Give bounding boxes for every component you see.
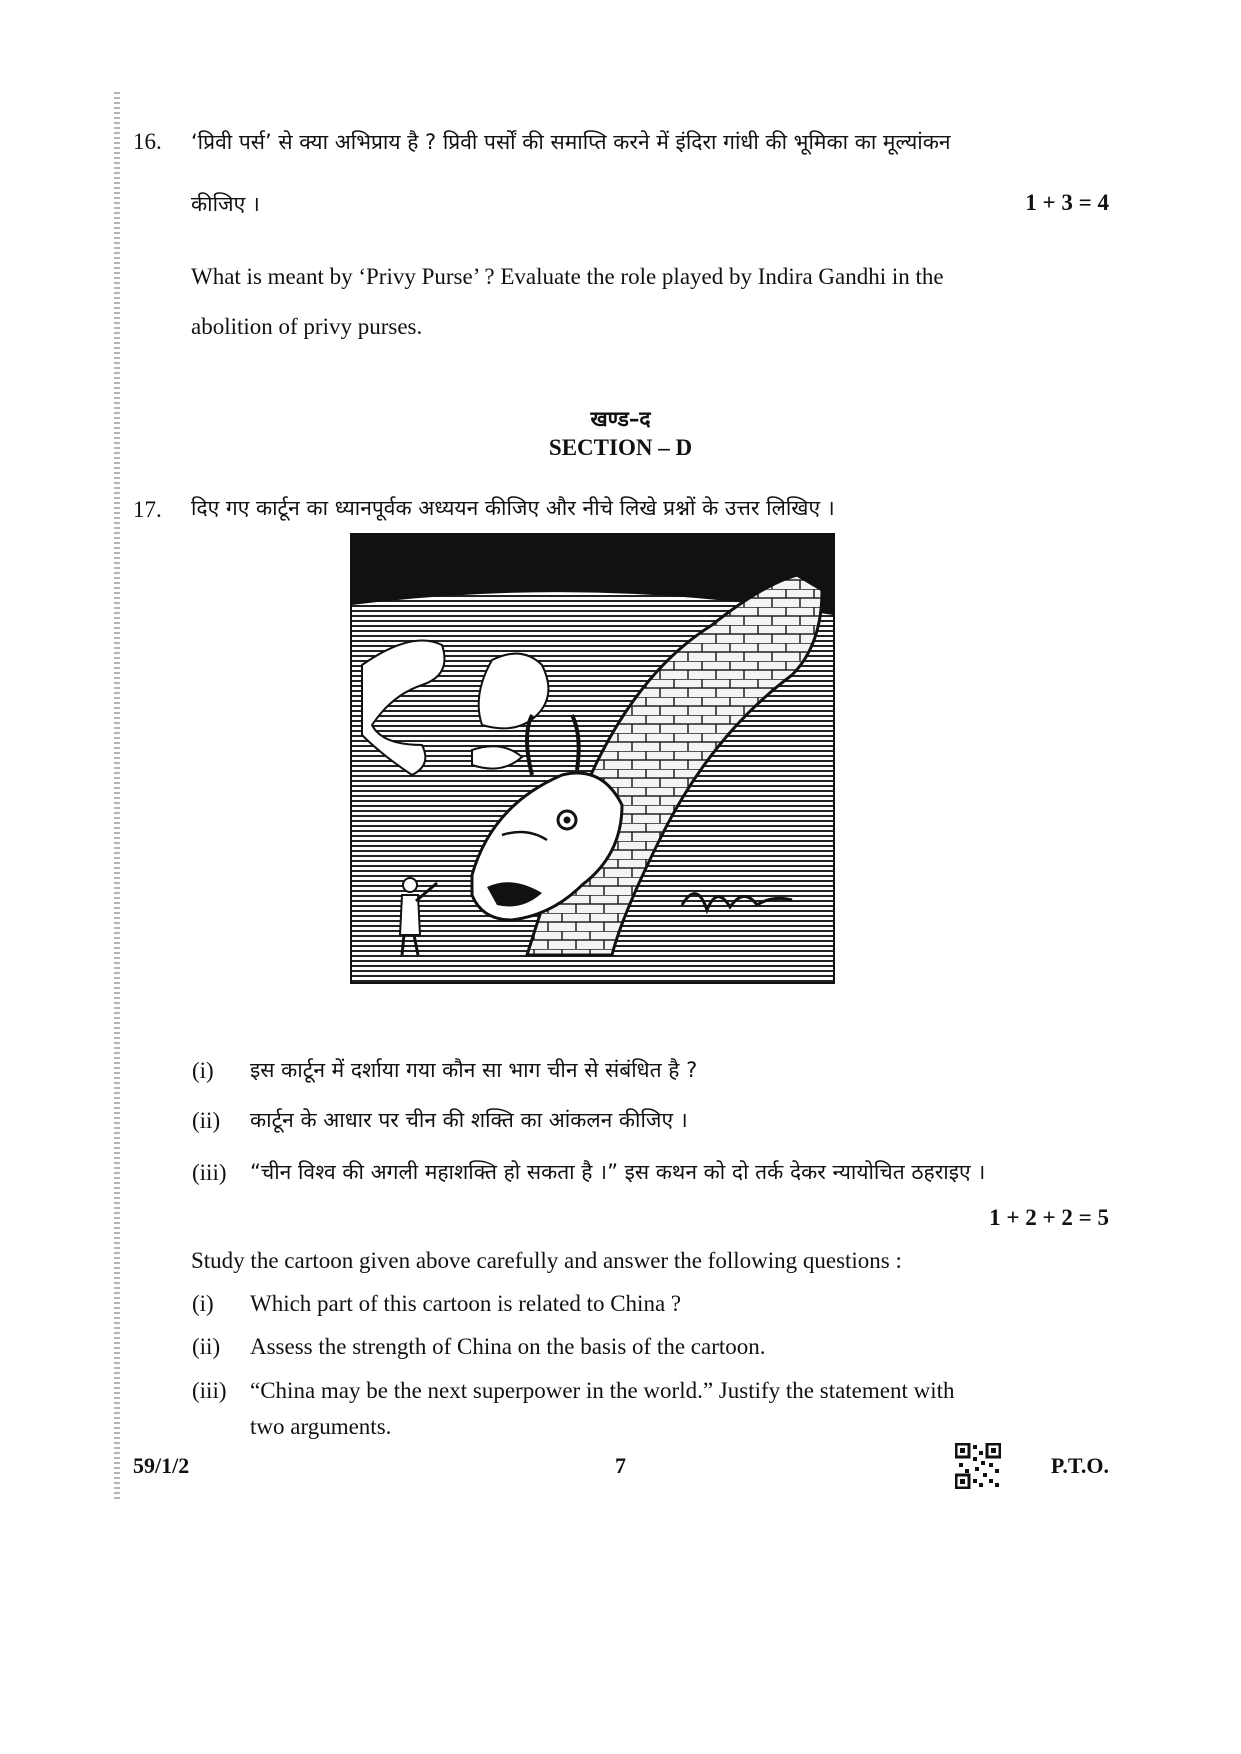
question-16-hindi-line2: कीजिए । <box>191 192 260 216</box>
question-16-english-line1: What is meant by ‘Privy Purse’ ? Evaluate the role played by Indira Gandhi in the <box>191 264 944 289</box>
question-16-english-line2: abolition of privy purses. <box>191 314 423 339</box>
q17-hindi-sub-2-number: (ii) <box>192 1108 221 1133</box>
q17-hindi-sub-2-text: कार्टून के आधार पर चीन की शक्ति का आंकलन कीजिए । <box>250 1108 688 1132</box>
qr-code-icon <box>955 1443 1001 1489</box>
please-turn-over: P.T.O. <box>1050 1453 1109 1478</box>
q17-english-sub-1-text: Which part of this cartoon is related to China ? <box>250 1291 682 1316</box>
section-heading-english: SECTION – D <box>548 435 693 460</box>
q17-hindi-sub-1-text: इस कार्टून में दर्शाया गया कौन सा भाग चीन से संबंधित है ? <box>250 1058 698 1082</box>
question-17-marks: 1 + 2 + 2 = 5 <box>989 1205 1109 1230</box>
question-16-number: 16. <box>133 129 162 154</box>
q17-hindi-sub-1-number: (i) <box>192 1058 214 1083</box>
q17-english-sub-2-text: Assess the strength of China on the basis of the cartoon. <box>250 1334 766 1359</box>
paper-code: 59/1/2 <box>133 1453 190 1478</box>
q17-hindi-sub-3-number: (iii) <box>192 1160 227 1185</box>
question-17-hindi-intro: दिए गए कार्टून का ध्यानपूर्वक अध्ययन कीजिए और नीचे लिखे प्रश्नों के उत्तर लिखिए । <box>191 496 835 520</box>
question-16-marks: 1 + 3 = 4 <box>1025 190 1109 215</box>
question-16-hindi-line1: ‘प्रिवी पर्स’ से क्या अभिप्राय है ? प्रिवी पर्सों की समाप्ति करने में इंदिरा गांधी की भूमिका का मूल्यांकन <box>191 130 951 154</box>
page-number: 7 <box>615 1453 626 1478</box>
q17-hindi-sub-3-text: “चीन विश्व की अगली महाशक्ति हो सकता है ।” इस कथन को दो तर्क देकर न्यायोचित ठहराइए । <box>250 1160 986 1184</box>
q17-english-sub-3-text-continued: two arguments. <box>250 1414 392 1439</box>
q17-english-sub-2-number: (ii) <box>192 1334 221 1359</box>
security-strip <box>114 92 120 1502</box>
q17-english-sub-1-number: (i) <box>192 1291 214 1316</box>
question-17-number: 17. <box>133 497 162 522</box>
cartoon-image <box>350 533 835 984</box>
section-heading-hindi: खण्ड–द <box>590 407 651 431</box>
q17-english-intro: Study the cartoon given above carefully and answer the following questions : <box>191 1248 902 1273</box>
q17-english-sub-3-number: (iii) <box>192 1378 227 1403</box>
q17-english-sub-3-text: “China may be the next superpower in the world.” Justify the statement with <box>250 1378 955 1403</box>
